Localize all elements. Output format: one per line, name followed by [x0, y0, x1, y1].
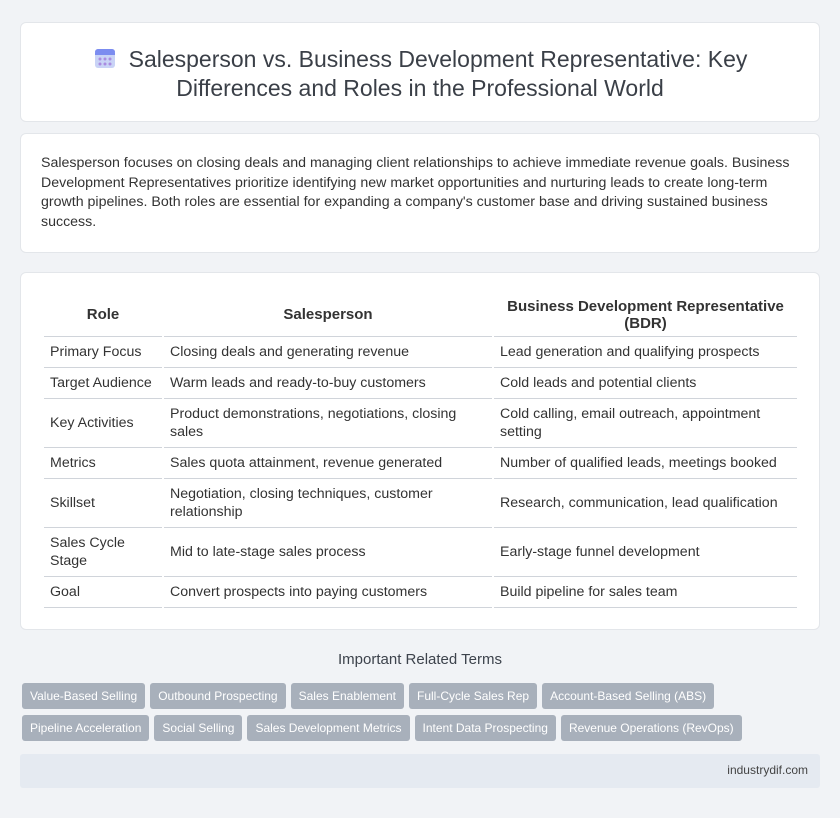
tag-full-cycle-sales-rep[interactable]: Full-Cycle Sales Rep — [409, 683, 537, 709]
salesperson-cell: Closing deals and generating revenue — [164, 337, 492, 368]
bdr-cell: Build pipeline for sales team — [494, 577, 797, 608]
tag-value-based-selling[interactable]: Value-Based Selling — [22, 683, 145, 709]
related-terms-heading: Important Related Terms — [338, 651, 502, 668]
tag-account-based-selling[interactable]: Account-Based Selling (ABS) — [542, 683, 714, 709]
table-header-row — [44, 293, 797, 337]
page-title-text: Salesperson vs. Business Development Representative: Key Differences and Roles in the Professional World — [128, 46, 748, 101]
related-terms-tags — [22, 683, 822, 747]
table-row — [44, 479, 797, 528]
table-row — [44, 368, 797, 399]
summary-paragraph: Salesperson focuses on closing deals and managing client relationships to achieve immediate revenue goals. Business Development Representatives prioritize identifying new market opportunities and nurturing leads to create long-term growth pipelines. Both roles are essential for expanding a company's customer base and driving sustained business success. — [41, 155, 790, 230]
salesperson-cell: Mid to late-stage sales process — [164, 528, 492, 577]
row-label: Sales Cycle Stage — [44, 528, 162, 577]
salesperson-cell: Convert prospects into paying customers — [164, 577, 492, 608]
table-row — [44, 337, 797, 368]
row-label: Skillset — [44, 479, 162, 528]
table-row — [44, 448, 797, 479]
row-label: Metrics — [44, 448, 162, 479]
bdr-cell: Number of qualified leads, meetings booked — [494, 448, 797, 479]
table-row — [44, 399, 797, 448]
tag-pipeline-acceleration[interactable]: Pipeline Acceleration — [22, 715, 149, 741]
row-label: Target Audience — [44, 368, 162, 399]
calendar-icon — [93, 46, 117, 70]
tag-intent-data-prospecting[interactable]: Intent Data Prospecting — [415, 715, 556, 741]
comparison-table — [42, 293, 799, 608]
row-label: Key Activities — [44, 399, 162, 448]
bdr-cell: Lead generation and qualifying prospects — [494, 337, 797, 368]
header-salesperson: Salesperson — [164, 293, 492, 337]
table-row — [44, 577, 797, 608]
salesperson-cell: Product demonstrations, negotiations, closing sales — [164, 399, 492, 448]
tag-sales-enablement[interactable]: Sales Enablement — [291, 683, 404, 709]
tag-revenue-operations[interactable]: Revenue Operations (RevOps) — [561, 715, 742, 741]
header-bdr: Business Development Representative (BDR) — [494, 293, 797, 337]
summary-card — [20, 133, 820, 253]
bdr-cell: Research, communication, lead qualification — [494, 479, 797, 528]
header-role: Role — [44, 293, 162, 337]
title-card — [20, 22, 820, 122]
tag-outbound-prospecting[interactable]: Outbound Prospecting — [150, 683, 285, 709]
page-title — [21, 45, 819, 103]
comparison-table-card — [20, 272, 820, 630]
salesperson-cell: Negotiation, closing techniques, customer relationship — [164, 479, 492, 528]
salesperson-cell: Sales quota attainment, revenue generated — [164, 448, 492, 479]
bdr-cell: Early-stage funnel development — [494, 528, 797, 577]
row-label: Primary Focus — [44, 337, 162, 368]
bdr-cell: Cold leads and potential clients — [494, 368, 797, 399]
tag-social-selling[interactable]: Social Selling — [154, 715, 242, 741]
table-row — [44, 528, 797, 577]
footer-site[interactable]: industrydif.com — [727, 763, 808, 777]
bdr-cell: Cold calling, email outreach, appointment setting — [494, 399, 797, 448]
tag-sales-development-metrics[interactable]: Sales Development Metrics — [247, 715, 409, 741]
salesperson-cell: Warm leads and ready-to-buy customers — [164, 368, 492, 399]
footer-bar — [20, 754, 820, 788]
row-label: Goal — [44, 577, 162, 608]
